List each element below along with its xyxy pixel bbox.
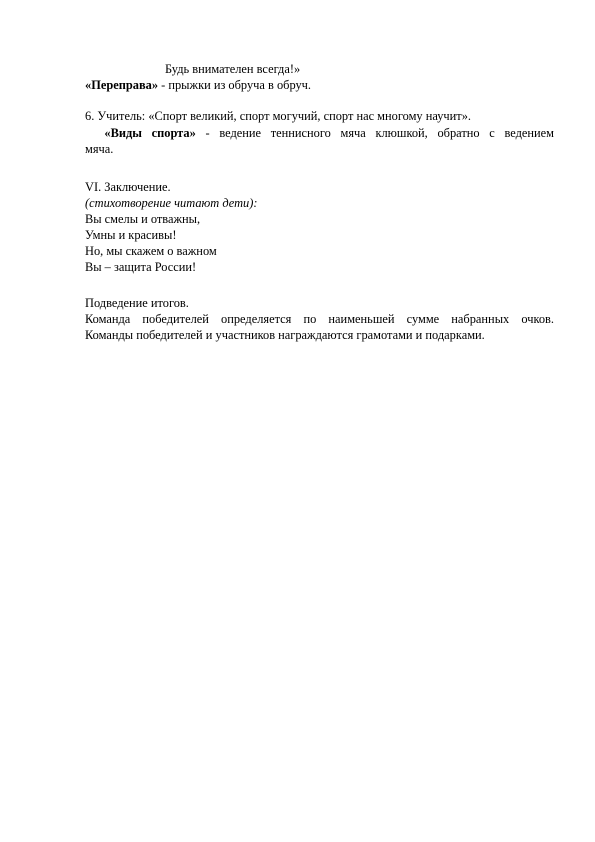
motto-line: [165, 62, 300, 77]
results-paragraph: [85, 312, 554, 343]
game-crossing-title: «Переправа»: [85, 78, 159, 92]
game-crossing-description: - прыжки из обруча в обруч.: [158, 78, 311, 92]
sport-types-title: «Виды спорта»: [104, 126, 196, 140]
sport-types-line-2: мяча.: [85, 141, 114, 156]
poem-line-1: Вы смелы и отважны,: [85, 212, 201, 226]
poem-line: [85, 228, 176, 243]
poem-line-3: Но, мы скажем о важном: [85, 244, 217, 258]
conclusion-note-text: (стихотворение читают дети):: [85, 196, 258, 210]
conclusion-heading-text: VI. Заключение.: [85, 180, 171, 194]
sport-types-line-1: [85, 126, 554, 142]
conclusion-note: [85, 196, 257, 211]
motto-text: Будь внимателен всегда!»: [165, 62, 301, 76]
poem-line-2: Умны и красивы!: [85, 228, 177, 242]
poem-line: [85, 212, 200, 227]
results-line-1: Команда победителей определяется по наименьшей сумме набранных очков.: [85, 312, 554, 326]
poem-line-4: Вы – защита России!: [85, 260, 197, 274]
conclusion-heading: [85, 180, 171, 195]
results-heading-text: Подведение итогов.: [85, 296, 189, 310]
results-line-2: Команды победителей и участников награждаются грамотами и подарками.: [85, 327, 485, 342]
results-heading: [85, 296, 189, 311]
sport-types-description: - ведение теннисного мяча клюшкой, обратно с ведением: [195, 126, 554, 140]
poem-line: [85, 244, 217, 259]
poem-line: [85, 260, 196, 275]
sport-types-paragraph: [85, 126, 554, 157]
teacher-line: [85, 109, 471, 124]
teacher-quote: 6. Учитель: «Спорт великий, спорт могучий, спорт нас многому научит».: [85, 109, 471, 123]
game-crossing-line: [85, 78, 311, 93]
